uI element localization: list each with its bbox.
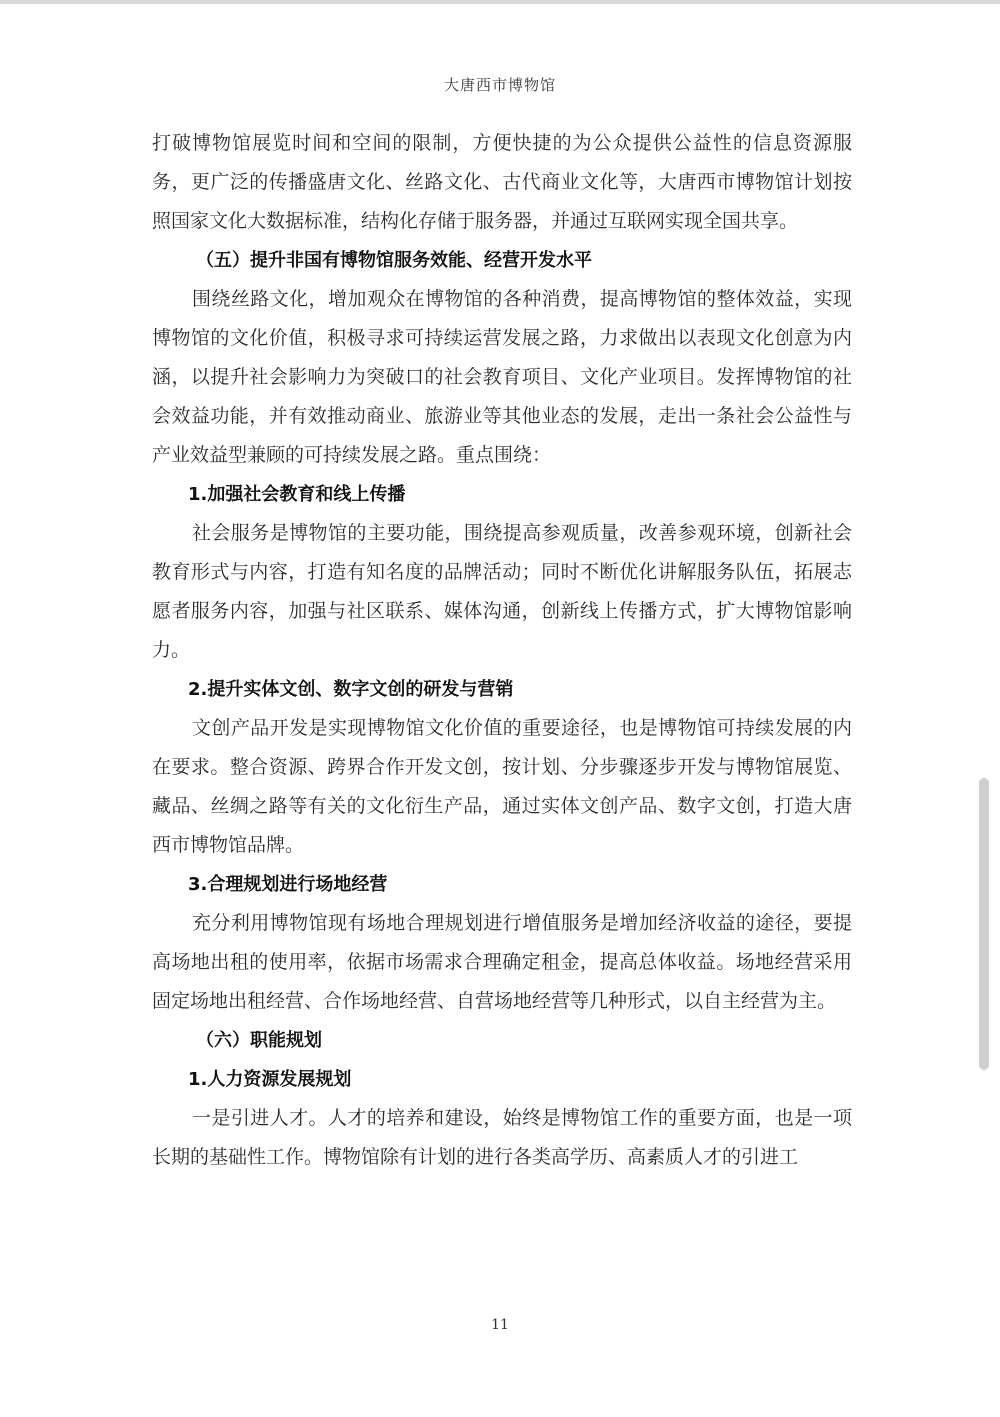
paragraph: 一是引进人才。人才的培养和建设，始终是博物馆工作的重要方面，也是一项长期的基础性工作。博物馆除有计划的进行各类高学历、高素质人才的引进工 [152, 1107, 852, 1168]
subheading-3: 3.合理规划进行场地经营 [188, 874, 388, 895]
paragraph: 围绕丝路文化，增加观众在博物馆的各种消费，提高博物馆的整体效益，实现博物馆的文化价值，积极寻求可持续运营发展之路，力求做出以表现文化创意为内涵，以提升社会影响力为突破口的社会教育项目、文化产业项目。发挥博物馆的社会效益功能，并有效推动商业、旅游业等其他业态的发展，走出一条社会公益性与产业效益型兼顾的可持续发展之路。重点围绕： [152, 288, 852, 466]
paragraph: 社会服务是博物馆的主要功能，围绕提高参观质量，改善参观环境，创新社会教育形式与内容，打造有知名度的品牌活动；同时不断优化讲解服务队伍，拓展志愿者服务内容，加强与社区联系、媒体沟通，创新线上传播方式，扩大博物馆影响力。 [152, 522, 852, 661]
subheading-2: 2.提升实体文创、数字文创的研发与营销 [188, 679, 514, 700]
subheading-hr: 1.人力资源发展规划 [188, 1069, 352, 1090]
paragraph-continued: 打破博物馆展览时间和空间的限制，方便快捷的为公众提供公益性的信息资源服务，更广泛的传播盛唐文化、丝路文化、古代商业文化等，大唐西市博物馆计划按照国家文化大数据标准，结构化存储于服务器，并通过互联网实现全国共享。 [152, 132, 852, 232]
section-heading-5: （五）提升非国有博物馆服务效能、经营开发水平 [196, 250, 592, 271]
paragraph: 文创产品开发是实现博物馆文化价值的重要途径，也是博物馆可持续发展的内在要求。整合资源、跨界合作开发文创，按计划、分步骤逐步开发与博物馆展览、藏品、丝绸之路等有关的文化衍生产品，通过实体文创产品、数字文创，打造大唐西市博物馆品牌。 [152, 717, 852, 856]
page-body [152, 124, 852, 1177]
subheading-1: 1.加强社会教育和线上传播 [188, 484, 406, 505]
paragraph: 充分利用博物馆现有场地合理规划进行增值服务是增加经济收益的途径，要提高场地出租的使用率，依据市场需求合理确定租金，提高总体收益。场地经营采用固定场地出租经营、合作场地经营、自营场地经营等几种形式，以自主经营为主。 [152, 912, 852, 1012]
page-number: 11 [491, 1317, 509, 1333]
top-edge [0, 0, 1000, 4]
section-heading-6: （六）职能规划 [196, 1030, 322, 1051]
scrollbar-thumb[interactable] [979, 778, 989, 1070]
running-header: 大唐西市博物馆 [443, 76, 556, 94]
